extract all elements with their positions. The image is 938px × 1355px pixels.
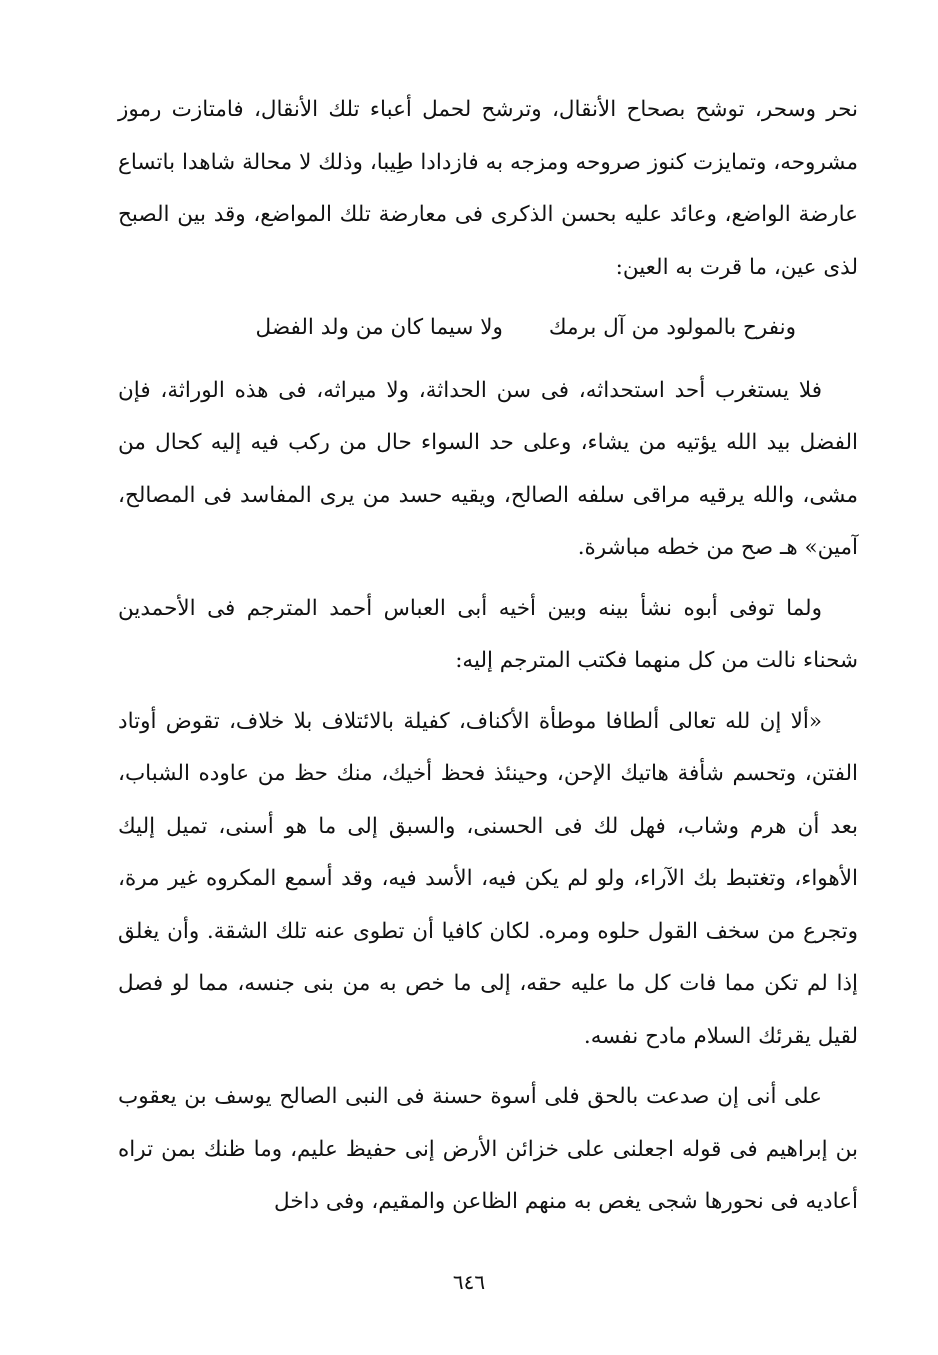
paragraph-1: نحر وسحر، توشح بصحاح الأنقال، وترشح لحمل أعباء تلك الأنقال، فامتازت رموز مشروحه، وتمايزت كنوز صروحه ومزجه به فازدادا طِيبا، وذلك لا محالة شاهدا باتساع عارضة الواضع، وعائد عليه بحسن الذكرى فى معارضة تلك المواضع، وقد بين الصبح لذى عين، ما قرت به العين:: [118, 97, 858, 280]
paragraph-5: على أنى إن صدعت بالحق فلى أسوة حسنة فى النبى الصالح يوسف بن يعقوب بن إبراهيم فى قوله اجعلنى على خزائن الأرض إنى حفيظ عليم، وما ظنك بمن تراه أعاديه فى نحورها شجى يغص به منهم الظاعن والمقيم، وفى داخل: [118, 1084, 858, 1214]
paragraph-3: ولما توفى أبوه نشأ بينه وبين أخيه أبى العباس أحمد المترجم فى الأحمدين شحناء نالت من كل منهما فكتب المترجم إليه:: [118, 595, 858, 673]
paragraph-2: فلا يستغرب أحد استحداثه، فى سن الحداثة، ولا ميراثه، فى هذه الوراثة، فإن الفضل بيد الله يؤتيه من يشاء، وعلى حد السواء حال من ركب فيه إليه كحال من مشى، والله يرقيه مراقى سلفه الصالح، ويقيه حسد من يرى المفاسد فى المصالح، آمين» هـ صح من خطه مباشرة.: [118, 377, 858, 560]
verse-first-hemistich: ونفرح بالمولود من آل برمك: [548, 315, 796, 340]
paragraph-4-letter: «ألا إن لله تعالى ألطافا موطأة الأكناف، كفيلة بالائتلاف بلا خلاف، تقوض أوتاد الفتن، وتحسم شأفة هاتيك الإحن، وحينئذ فحظ أخيك، منك حظ من عاوده الشباب، بعد أن هرم وشاب، فهل لك فى الحسنى، والسبق إلى ما هو أسنى، تميل إليك الأهواء، وتغتبط بك الآراء، ولو لم يكن فيه، الأسد فيه، وقد أسمع المكروه غير مرة، وتجرع من سخف القول حلوه ومره. لكان كافيا أن تطوى عنه تلك الشقة. وأن يغلق إذا لم تكن مما فات كل ما عليه حقه، إلى ما خص به من بنى جنسه، مما لو فصل لقيل يقرئك السلام مادح نفسه.: [118, 708, 858, 1049]
page-text: [118, 84, 858, 1229]
poetry-verse: [118, 302, 858, 355]
verse-second-hemistich: ولا سيما كان من ولد الفضل: [255, 315, 503, 340]
page-number: ٦٤٦: [452, 1270, 486, 1294]
